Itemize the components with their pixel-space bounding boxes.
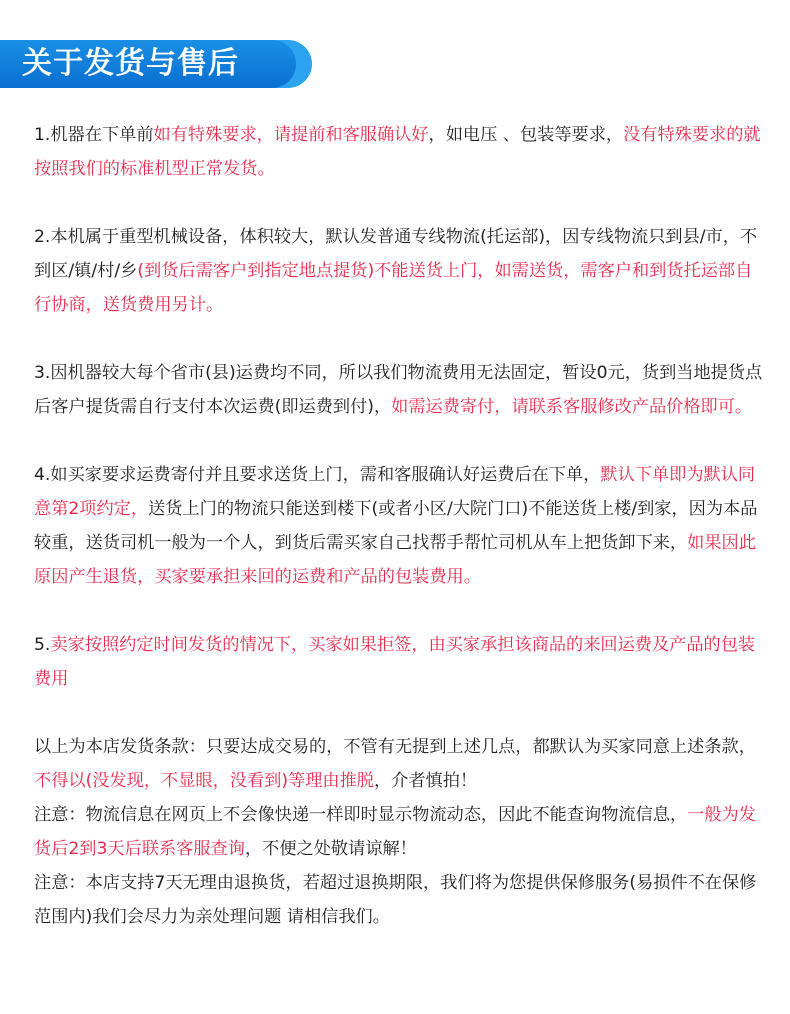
- text-segment: 1.机器在下单前: [34, 125, 154, 145]
- policy-item-1: [34, 118, 769, 186]
- text-segment: 注意：物流信息在网页上不会像快递一样即时显示物流动态，因此不能查询物流信息，: [34, 805, 688, 825]
- logistics-note: [34, 798, 769, 866]
- highlight-segment: 一般为发货后2到3天后联系客服查询: [34, 805, 756, 859]
- policy-item-5: [34, 628, 769, 696]
- policy-content: [34, 118, 769, 934]
- highlight-segment: 没有特殊要求的就按照我们的标准机型正常发货。: [34, 125, 761, 179]
- text-segment: ，不便之处敬请谅解！: [244, 839, 417, 859]
- highlight-segment: 如有特殊要求，请提前和客服确认好: [153, 125, 429, 145]
- highlight-segment: 如需运费寄付，请联系客服修改产品价格即可。: [391, 397, 753, 417]
- text-segment: 5.: [34, 635, 51, 655]
- highlight-segment: 卖家按照约定时间发货的情况下，买家如果拒签，由买家承担该商品的来回运费及产品的包装费用: [34, 635, 756, 689]
- text-segment: 送货上门的物流只能送到楼下(或者小区/大院门口)不能送货上楼/到家，因为本品较重，送货司机一般为一个人，到货后需买家自己找帮手帮忙司机从车上把货卸下来，: [34, 499, 758, 553]
- text-segment: 注意：本店支持7天无理由退换货，若超过退换期限，我们将为您提供保修服务(易损件不在保修范围内)我们会尽力为亲处理问题 请相信我们。: [34, 873, 757, 927]
- text-segment: 2.本机属于重型机械设备，体积较大，默认发普通专线物流(托运部)，因专线物流只到县/市，不到区/镇/村/乡: [34, 227, 758, 281]
- policy-item-2: [34, 220, 769, 322]
- highlight-segment: 如果因此原因产生退货，买家要承担来回的运费和产品的包装费用。: [34, 533, 756, 587]
- highlight-segment: (到货后需客户到指定地点提货)不能送货上门，如需送货，需客户和到货托运部自行协商，送货费用另计。: [34, 261, 753, 315]
- terms-note: [34, 730, 769, 798]
- page-title: 关于发货与售后: [22, 46, 239, 81]
- text-segment: ，介者慎拍！: [373, 771, 478, 791]
- policy-item-3: [34, 356, 769, 424]
- text-segment: 以上为本店发货条款：只要达成交易的，不管有无提到上述几点，都默认为买家同意上述条款，: [34, 737, 756, 757]
- text-segment: ，如电压 、包装等要求，: [428, 125, 624, 145]
- text-segment: 4.如买家要求运费寄付并且要求送货上门，需和客服确认好运费后在下单，: [34, 465, 601, 485]
- header-banner: [0, 40, 296, 88]
- policy-item-4: [34, 458, 769, 594]
- return-note: [34, 866, 769, 934]
- text-segment: 3.因机器较大每个省市(县)运费均不同，所以我们物流费用无法固定，暂设0元，货到当地提货点后客户提货需自行支付本次运费(即运费到付)，: [34, 363, 763, 417]
- highlight-segment: 不得以(没发现，不显眼，没看到)等理由推脱: [34, 771, 374, 791]
- highlight-segment: 默认下单即为默认同意第2项约定，: [34, 465, 756, 519]
